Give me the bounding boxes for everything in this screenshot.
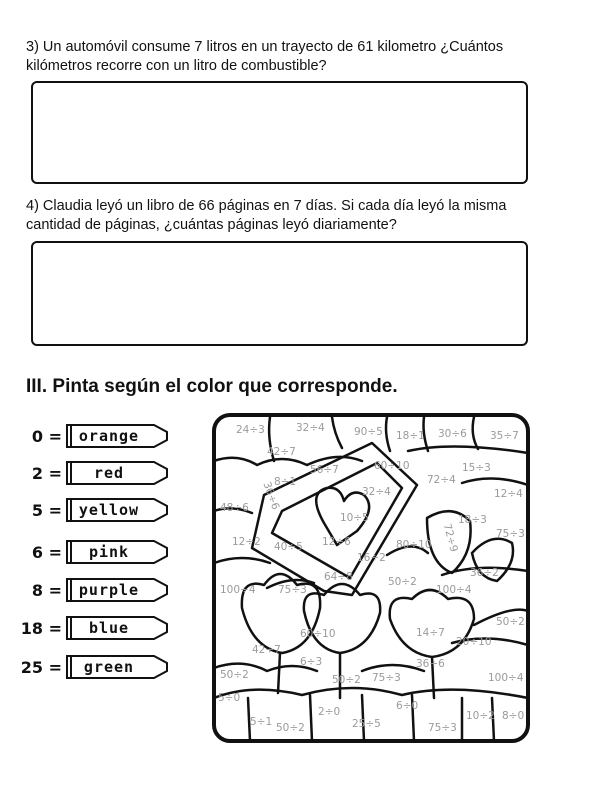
question-4: 4) Claudia leyó un libro de 66 páginas en 7 días. Si cada día leyó la misma cantidad de páginas, ¿cuántas páginas leyó diariamente? xyxy=(26,198,507,233)
answer-box-3[interactable] xyxy=(31,81,528,184)
legend-row-orange xyxy=(28,424,146,448)
legend-color-label: purple xyxy=(78,581,140,599)
cell-label: 42÷7 xyxy=(267,446,296,458)
cell-label: 15÷3 xyxy=(462,462,491,474)
crayon-icon xyxy=(66,461,146,485)
cell-label: 60÷10 xyxy=(300,628,336,640)
cell-label: 12÷6 xyxy=(322,536,351,548)
cell-label: 100÷4 xyxy=(436,584,472,596)
cell-label: 90÷5 xyxy=(354,426,383,438)
cell-label: 35÷7 xyxy=(490,430,519,442)
cell-label: 18÷3 xyxy=(458,514,487,526)
legend-number: 18 = xyxy=(20,618,62,638)
cell-label: 50÷2 xyxy=(220,669,249,681)
cell-label: 80÷10 xyxy=(396,539,432,551)
crayon-icon xyxy=(66,578,146,602)
cell-label: 6÷3 xyxy=(300,656,323,668)
cell-label: 12÷4 xyxy=(494,488,523,500)
cell-label: 24÷3 xyxy=(236,424,265,436)
legend-row-yellow xyxy=(28,498,146,522)
color-by-number-puzzle xyxy=(212,413,530,743)
cell-label: 2÷0 xyxy=(318,706,341,718)
legend-color-label: yellow xyxy=(78,501,140,519)
legend-row-pink xyxy=(28,540,146,564)
cell-label: 48÷6 xyxy=(220,502,249,514)
legend-color-label: red xyxy=(93,464,125,482)
cell-label: 50÷2 xyxy=(332,674,361,686)
legend-number: 5 = xyxy=(31,500,62,520)
crayon-icon xyxy=(66,616,146,640)
legend-color-label: green xyxy=(83,658,135,676)
cell-label: 20÷10 xyxy=(456,636,492,648)
cell-label: 12÷2 xyxy=(232,536,261,548)
cell-label: 8÷0 xyxy=(502,710,525,722)
crayon-icon xyxy=(66,540,146,564)
cell-label: 56÷7 xyxy=(310,464,339,476)
cell-label: 100÷4 xyxy=(220,584,256,596)
legend-number: 8 = xyxy=(31,580,62,600)
cell-label: 14÷7 xyxy=(416,627,445,639)
cell-label: 60÷10 xyxy=(374,460,410,472)
legend-row-blue xyxy=(18,616,146,640)
cell-label: 5÷0 xyxy=(218,692,241,704)
legend-row-purple xyxy=(28,578,146,602)
cell-label: 75÷3 xyxy=(496,528,525,540)
crayon-icon xyxy=(66,655,146,679)
crayon-icon xyxy=(66,424,146,448)
legend-row-green xyxy=(18,655,146,679)
cell-label: 32÷4 xyxy=(362,486,391,498)
puzzle-drawing xyxy=(212,413,530,743)
cell-label: 16÷2 xyxy=(357,552,386,564)
cell-label: 36÷6 xyxy=(416,658,445,670)
legend-color-label: orange xyxy=(78,427,140,445)
cell-label: 75÷3 xyxy=(372,672,401,684)
cell-label: 42÷7 xyxy=(252,644,281,656)
cell-label: 100÷4 xyxy=(488,672,524,684)
cell-label: 40÷5 xyxy=(274,541,303,553)
cell-label: 25÷5 xyxy=(352,718,381,730)
cell-label: 75÷3 xyxy=(278,584,307,596)
question-3: 3) Un automóvil consume 7 litros en un trayecto de 61 kilometro ¿Cuántos kilómetros recorre con un litro de combustible? xyxy=(26,39,504,74)
cell-label: 50÷2 xyxy=(388,576,417,588)
legend-number: 2 = xyxy=(31,463,62,483)
legend-color-label: blue xyxy=(88,619,130,637)
crayon-icon xyxy=(66,498,146,522)
cell-label: 10÷2 xyxy=(466,710,495,722)
cell-label: 36÷2 xyxy=(470,567,499,579)
cell-label: 36÷6 xyxy=(260,480,282,512)
cell-label: 30÷6 xyxy=(438,428,467,440)
cell-label: 5÷1 xyxy=(250,716,273,728)
section-title: III. Pinta según el color que corresponde. xyxy=(26,376,398,397)
answer-box-4[interactable] xyxy=(31,241,528,346)
cell-label: 6÷0 xyxy=(396,700,419,712)
cell-label: 18÷1 xyxy=(396,430,425,442)
legend-number: 6 = xyxy=(31,542,62,562)
legend-number: 25 = xyxy=(20,657,62,677)
legend-row-red xyxy=(28,461,146,485)
cell-label: 75÷3 xyxy=(428,722,457,734)
legend-color-label: pink xyxy=(88,543,130,561)
cell-label: 32÷4 xyxy=(296,422,325,434)
cell-label: 72÷4 xyxy=(427,474,456,486)
legend-number: 0 = xyxy=(31,426,62,446)
cell-label: 64÷8 xyxy=(324,571,353,583)
cell-label: 50÷2 xyxy=(276,722,305,734)
cell-label: 8÷1 xyxy=(274,476,297,488)
cell-label: 72÷9 xyxy=(440,522,460,554)
cell-label: 10÷5 xyxy=(340,512,369,524)
cell-label: 50÷2 xyxy=(496,616,525,628)
